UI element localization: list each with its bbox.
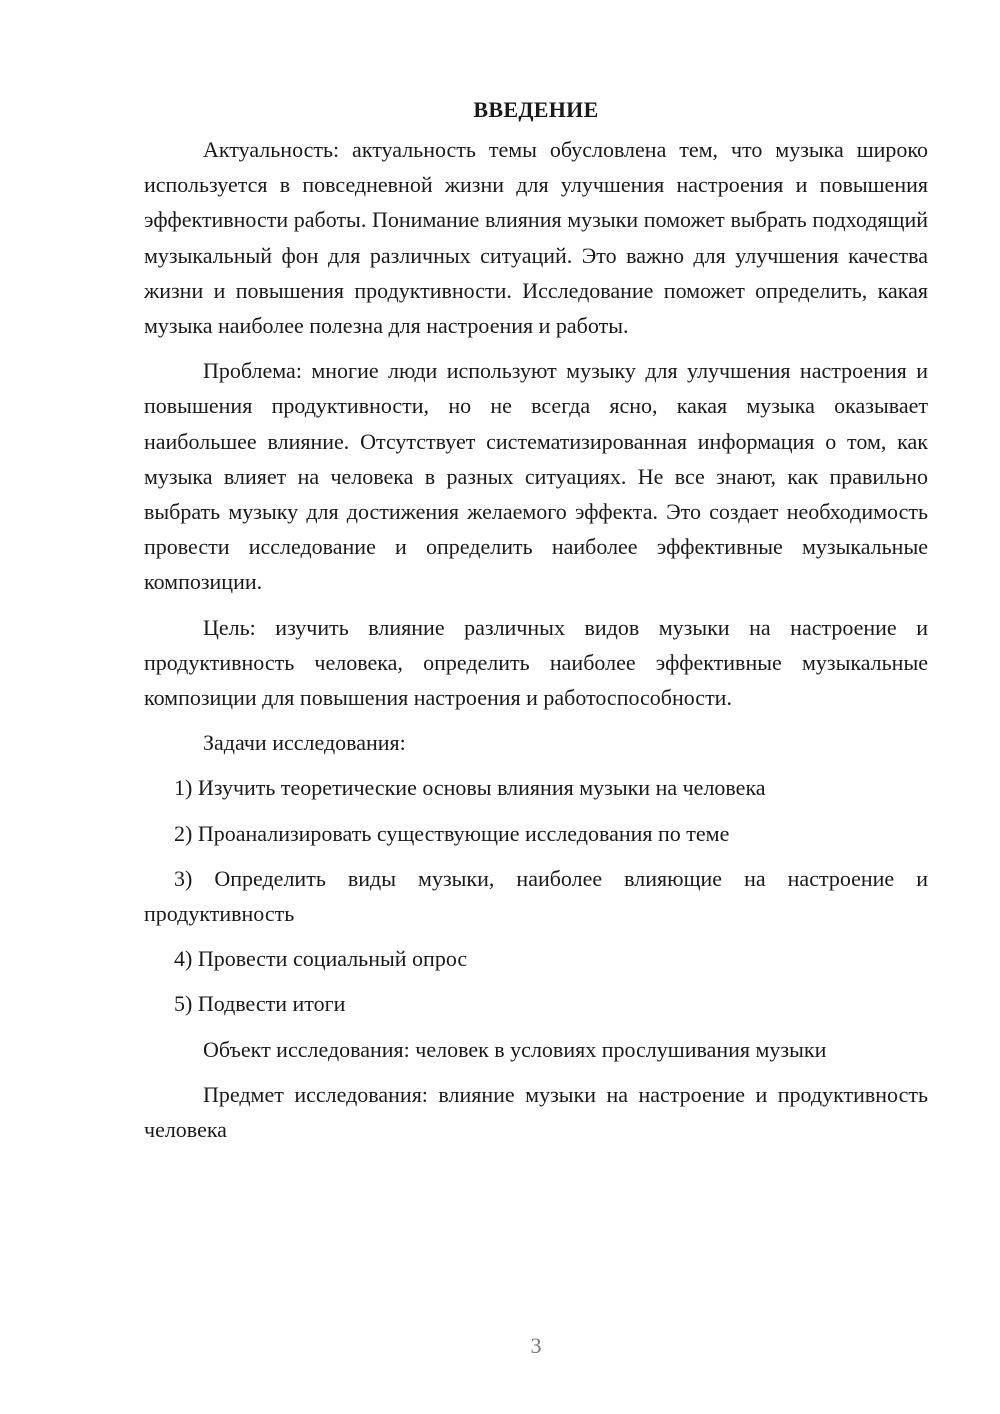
problem-paragraph: Проблема: многие люди используют музыку для улучшения настроения и повышения продуктивности, но не всегда ясно, какая музыка оказывает наибольшее влияние. Отсутствует систематизированная информация о том, как музыка влияет на человека в разных ситуациях. Не все знают, как правильно выбрать музыку для достижения желаемого эффекта. Это создает необходимость провести исследование и определить наиболее эффективные музыкальные композиции. — [144, 358, 928, 595]
task-item: 2) Проанализировать существующие исследования по теме — [174, 820, 730, 846]
tasks-title: Задачи исследования: — [203, 730, 406, 756]
goal-paragraph: Цель: изучить влияние различных видов музыки на настроение и продуктивность человека, определить наиболее эффективные музыкальные композиции для повышения настроения и работоспособности. — [144, 614, 928, 711]
relevance-paragraph: Актуальность: актуальность темы обусловлена тем, что музыка широко используется в повседневной жизни для улучшения настроения и повышения эффективности работы. Понимание влияния музыки поможет выбрать подходящий музыкальный фон для различных ситуаций. Это важно для улучшения качества жизни и повышения продуктивности. Исследование поможет определить, какая музыка наиболее полезна для настроения и работы. — [144, 137, 928, 339]
task-item: 3) Определить виды музыки, наиболее влияющие на настроение и продуктивность — [144, 865, 928, 927]
subject-paragraph: Предмет исследования: влияние музыки на настроение и продуктивность человека — [144, 1081, 928, 1143]
object-paragraph: Объект исследования: человек в условиях прослушивания музыки — [203, 1036, 827, 1062]
section-heading: ВВЕДЕНИЕ — [473, 97, 599, 122]
page-number: 3 — [530, 1333, 542, 1358]
page-content — [144, 92, 928, 1157]
task-item: 4) Провести социальный опрос — [174, 946, 468, 972]
task-item: 1) Изучить теоретические основы влияния музыки на человека — [174, 775, 766, 801]
task-item: 5) Подвести итоги — [174, 991, 346, 1017]
